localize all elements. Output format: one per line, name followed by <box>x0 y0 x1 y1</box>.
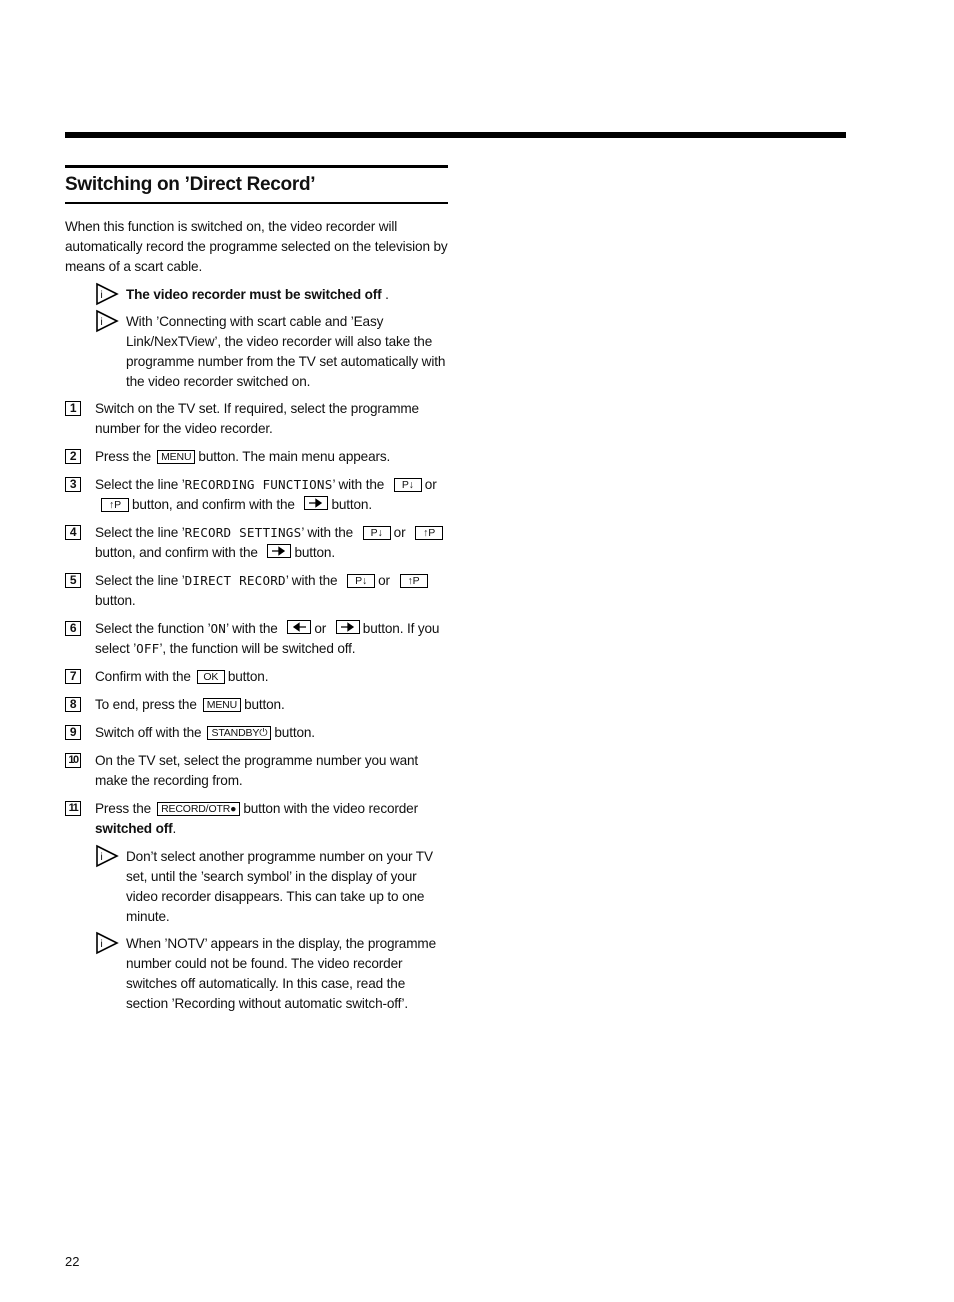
note-text: . <box>381 287 389 302</box>
note-text: With ’Connecting with scart cable and ’Easy Link/NexTView’, the video recorder will also take the programme number from the TV set automatically with the video recorder switched on. <box>126 314 446 389</box>
note-text: Don’t select another programme number on your TV set, until the ’search symbol’ in the display of your video recorder disappears. This can take up to one minute. <box>126 849 433 924</box>
up-p-key: ↑P <box>415 526 443 540</box>
step-number: 4 <box>65 525 81 540</box>
right-arrow-icon <box>339 621 357 633</box>
step-number: 2 <box>65 449 81 464</box>
step-text: or <box>378 573 390 588</box>
info-note <box>65 285 449 305</box>
ok-key: OK <box>197 670 225 684</box>
page-title: Switching on ’Direct Record’ <box>65 174 316 195</box>
step-text: button. <box>227 669 269 684</box>
step-text: Press the <box>95 801 152 816</box>
step-4 <box>65 523 449 563</box>
step-text: button. <box>95 593 136 608</box>
step-text: or <box>314 621 327 636</box>
step-text: . <box>172 821 177 836</box>
step-text: button, and confirm with the <box>132 497 295 512</box>
info-note <box>65 847 449 927</box>
step-7 <box>65 667 449 687</box>
step-text: ’ with the <box>285 573 338 588</box>
info-note <box>65 312 449 392</box>
step-number: 7 <box>65 669 81 684</box>
title-rule-top <box>65 165 448 168</box>
svg-text:i: i <box>100 939 103 950</box>
step-text: Confirm with the <box>95 669 191 684</box>
standby-key: STANDBY⏻ <box>207 726 271 740</box>
title-rule-bottom <box>65 202 448 204</box>
info-note <box>65 934 449 1014</box>
option-code: OFF <box>136 641 160 656</box>
step-text: Select the function ’ <box>95 621 211 636</box>
right-arrow-key <box>304 496 328 510</box>
step-text: Switch off with the <box>95 725 202 740</box>
step-1 <box>65 399 449 439</box>
step-number: 9 <box>65 725 81 740</box>
step-text: button. The main menu appears. <box>198 449 391 464</box>
menu-key: MENU <box>157 450 195 464</box>
step-text: Select the line ’ <box>95 525 185 540</box>
info-icon <box>95 930 119 956</box>
info-icon <box>95 308 119 334</box>
content <box>65 217 449 1021</box>
step-8 <box>65 695 449 715</box>
svg-text:i: i <box>100 852 103 863</box>
menu-line-code: RECORDING FUNCTIONS <box>184 477 333 492</box>
up-p-key: ↑P <box>400 574 428 588</box>
step-text: ’, the function will be switched off. <box>159 641 356 656</box>
right-arrow-key <box>336 620 360 634</box>
step-6 <box>65 619 449 659</box>
step-text: ’ with the <box>332 477 385 492</box>
menu-line-code: DIRECT RECORD <box>184 573 286 588</box>
p-down-key: P↓ <box>394 478 422 492</box>
info-icon <box>95 843 119 869</box>
step-text: ’ with the <box>226 621 278 636</box>
step-text: To end, press the <box>95 697 197 712</box>
step-text: Switch on the TV set. If required, select the programme number for the video recorder. <box>95 401 419 436</box>
step-text: ’ with the <box>301 525 354 540</box>
record-key: RECORD/OTR● <box>157 802 240 816</box>
step-number: 3 <box>65 477 81 492</box>
step-text: or <box>424 477 437 492</box>
p-down-key: P↓ <box>363 526 391 540</box>
step-bold: switched off <box>95 821 173 836</box>
left-arrow-key <box>287 620 311 634</box>
page-number: 22 <box>65 1254 80 1269</box>
step-number: 10 <box>65 753 81 768</box>
right-arrow-icon <box>307 497 325 509</box>
step-number: 11 <box>65 801 81 816</box>
up-p-key: ↑P <box>101 498 129 512</box>
note-text: When ’NOTV’ appears in the display, the programme number could not be found. The video recorder switches off automatically. In this case, read the section ’Recording without automatic switch-off’. <box>126 936 436 1011</box>
step-10 <box>65 751 449 791</box>
info-icon <box>95 281 119 307</box>
step-5 <box>65 571 449 611</box>
step-text: button. <box>331 497 372 512</box>
step-text: Select the line ’ <box>95 573 185 588</box>
step-text: button with the video recorder <box>243 801 418 816</box>
step-text: button, and confirm with the <box>95 545 258 560</box>
step-text: or <box>393 525 406 540</box>
right-arrow-icon <box>270 545 288 557</box>
step-text: button. If you select ’ <box>95 621 440 656</box>
step-9 <box>65 723 449 743</box>
step-text: Select the line ’ <box>95 477 185 492</box>
svg-text:i: i <box>100 290 103 301</box>
note-bold: The video recorder must be switched off <box>126 287 382 302</box>
step-text: button. <box>244 697 285 712</box>
svg-text:i: i <box>100 317 103 328</box>
step-11 <box>65 799 449 839</box>
step-number: 8 <box>65 697 81 712</box>
menu-line-code: RECORD SETTINGS <box>184 525 302 540</box>
step-text: button. <box>294 545 335 560</box>
p-down-key: P↓ <box>347 574 375 588</box>
left-arrow-icon <box>290 621 308 633</box>
step-number: 5 <box>65 573 81 588</box>
top-rule <box>65 132 846 138</box>
step-number: 6 <box>65 621 81 636</box>
step-3 <box>65 475 449 515</box>
step-2 <box>65 447 449 467</box>
step-text: Press the <box>95 449 152 464</box>
menu-key: MENU <box>203 698 241 712</box>
step-text: On the TV set, select the programme number you want make the recording from. <box>95 753 419 788</box>
right-arrow-key <box>267 544 291 558</box>
option-code: ON <box>210 621 227 636</box>
intro-paragraph: When this function is switched on, the video recorder will automatically record the programme selected on the television by means of a scart cable. <box>65 219 448 274</box>
step-text: button. <box>274 725 315 740</box>
step-number: 1 <box>65 401 81 416</box>
